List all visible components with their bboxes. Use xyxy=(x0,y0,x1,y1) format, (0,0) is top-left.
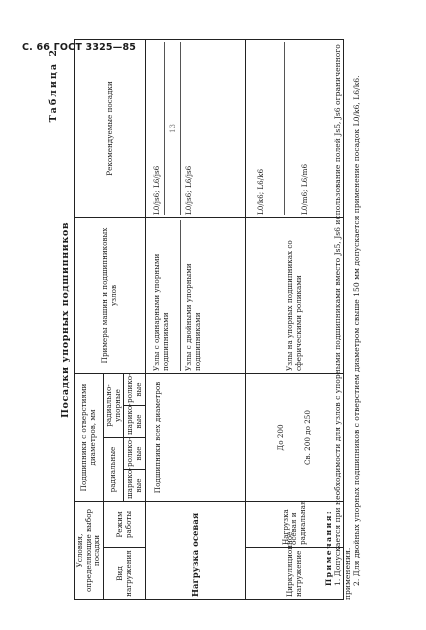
row-axial-examples xyxy=(146,218,246,374)
notes xyxy=(324,40,362,600)
table-title: Посадки упорных подшипников xyxy=(60,221,71,419)
row-axial-diameters: Подшипники всех диаметров xyxy=(146,374,246,502)
bearing-fit-table xyxy=(74,39,344,600)
page-header: С. 66 ГОСТ 3325—85 xyxy=(22,42,137,53)
fit-margin-mark: 13 xyxy=(165,42,181,215)
example-single-thrust: Узлы с одинарными упорными подшипниками xyxy=(147,220,181,371)
rotated-page-body xyxy=(48,40,393,600)
header-ball-2: шарико-вые xyxy=(124,406,146,438)
header-load-type: Вид нагружения xyxy=(103,548,145,600)
example-double-thrust: Узлы с двойными упорными подшипниками xyxy=(184,263,203,371)
fit-double-thrust: L0/js6; L6/js6 xyxy=(184,165,194,215)
fit-single-thrust: L0/js6; L6/js6 xyxy=(147,42,165,215)
row-circ-mode: Нагрузка осевая и радиальная xyxy=(246,502,344,548)
row-circ-load: Циркуляционное нагружение xyxy=(246,548,344,600)
header-recommended: Рекомендуемые посадки xyxy=(75,40,146,218)
row-circ-example: Узлы на упорных подшипниках со сферическими роликами xyxy=(246,218,344,374)
fit-m6: L0/m6; L6/m6 xyxy=(300,163,310,215)
range-up-to-200: До 200 xyxy=(276,424,286,451)
header-roller-2: ролико-вые xyxy=(124,374,146,406)
notes-heading: Примечания: xyxy=(324,509,333,586)
header-bearings-bore: Подшипники с отверстиями диаметров, мм xyxy=(75,374,104,502)
note-1: 1. Допускается при необходимости для узлов с упорными подшипниками вместо Js5, Js6 использование полей Js5, Js6 ограниченного применения. xyxy=(333,44,352,600)
range-200-to-250: Св. 200 до 250 xyxy=(302,410,312,465)
header-radial-thrust-group: радиально-упорные xyxy=(103,374,123,438)
header-ball: шарико-вые xyxy=(124,470,146,502)
row-axial-fits xyxy=(146,40,246,218)
row-axial-load: Нагрузка осевая xyxy=(146,502,246,600)
header-examples: Примеры машин и подшипниковых узлов xyxy=(75,218,146,374)
header-mode: Режим работы xyxy=(103,502,145,548)
note-2: 2. Для двойных упорных подшипников с отверстием диаметром свыше 150 мм допускается применение посадок L0/k6, L6/k6. xyxy=(352,75,362,586)
header-conditions: Условия, определяющие выбор посадки xyxy=(75,502,104,600)
header-roller: ролико-вые xyxy=(124,438,146,470)
fit-k6: L0/k6; L6/k6 xyxy=(247,42,285,215)
header-radial-group: радиальные xyxy=(103,438,123,502)
table-label: Таблица 2 xyxy=(48,48,59,123)
